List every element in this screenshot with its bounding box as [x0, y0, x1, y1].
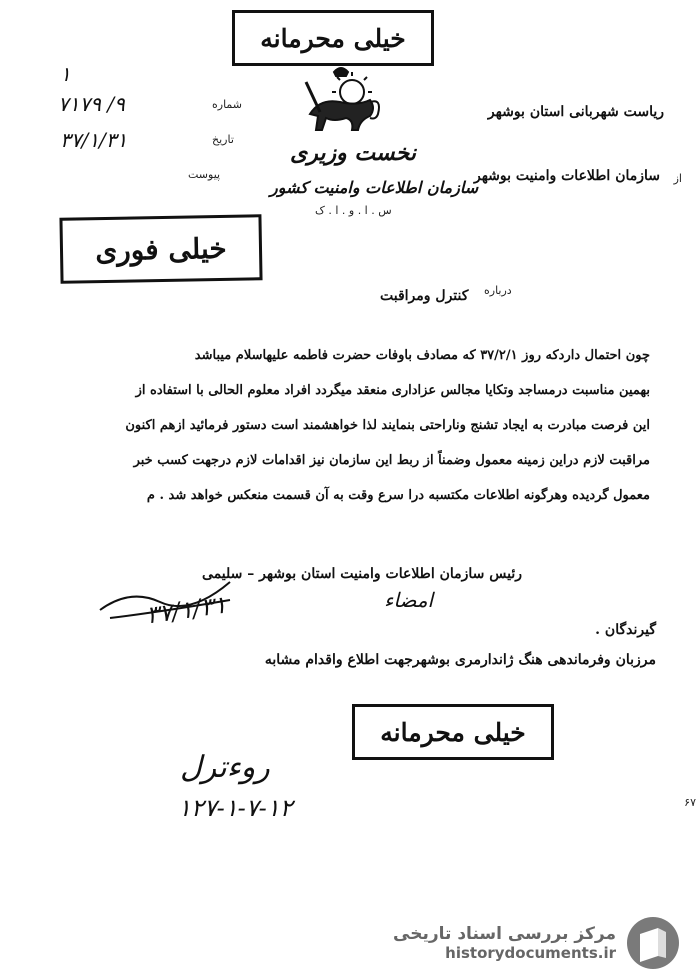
handwritten-note: روءترل: [180, 750, 270, 785]
page-corner-number: ۶۷: [684, 796, 696, 809]
subject-label: درباره: [484, 284, 512, 297]
margin-mark: ۱: [60, 62, 71, 86]
sender-title: سازمان اطلاعات وامنیت بوشهر: [474, 168, 660, 184]
recipients-heading: گیرندگان .: [595, 622, 656, 638]
handwritten-number: ۱۲۷-۱-۷-۱۲: [178, 794, 293, 822]
body-line: این فرصت مبادرت به ایجاد تشنج وناراحتی بنمایند لذا خواهشمند است دستور فرمائید ازهم اکنون: [125, 418, 650, 433]
ministry-title: نخست وزیری: [290, 140, 416, 166]
signature-scribble: امضاء: [384, 588, 434, 612]
letter-date-value: ۳۷/۱/۳۱: [60, 128, 128, 152]
from-label: از: [673, 172, 682, 185]
urgent-stamp: [59, 214, 262, 284]
letter-number-value: ۹/ ۷۱۷۹: [58, 92, 125, 116]
subject-value: کنترل ومراقبت: [380, 288, 469, 304]
watermark-url: historydocuments.ir: [445, 944, 616, 962]
body-line: مراقبت لازم دراین زمینه معمول وضمناً از ربط این سازمان نیز اقدامات لازم درجهت کسب خبر: [133, 453, 650, 468]
recipients-text: مرزبان وفرماندهی هنگ ژاندارمری بوشهرجهت اطلاع واقدام مشابه: [264, 652, 656, 668]
organization-code: س . ا . و . ا . ک: [315, 204, 392, 217]
organization-title: سازمان اطلاعات وامنیت کشور: [270, 178, 479, 197]
attachment-label: پیوست: [188, 168, 221, 181]
body-line: چون احتمال داردکه روز ۳۷/۲/۱ که مصادف باوفات حضرت فاطمه علیهاسلام میباشد: [194, 348, 650, 363]
letter-date-label: تاریخ: [212, 133, 234, 146]
letter-number-label: شماره: [212, 98, 243, 111]
body-line: بهمین مناسبت درمساجد وتکایا مجالس عزاداری منعقد میگردد افراد معلوم الحالی با استفاده از: [135, 383, 650, 398]
signatory-title: رئیس سازمان اطلاعات وامنیت استان بوشهر – سلیمی: [202, 566, 522, 582]
archive-logo-icon: [624, 914, 682, 972]
recipient-title: ریاست شهربانی استان بوشهر: [487, 104, 664, 120]
watermark-title: مرکز بررسی اسناد تاریخی: [393, 924, 616, 944]
bottom-stamp-text: خیلی محرمانه: [380, 717, 526, 747]
lion-and-sun-emblem-icon: [296, 62, 386, 142]
signature-date: ۳۷/۱/۳۱: [144, 590, 229, 630]
body-line: معمول گردیده وهرگونه اطلاعات مکتسبه درا سرع وقت به آن قسمت منعکس خواهد شد . م: [146, 488, 650, 503]
letter-body: [40, 338, 650, 513]
top-confidential-stamp: [232, 10, 434, 66]
archive-watermark: [393, 914, 682, 972]
top-stamp-text: خیلی محرمانه: [260, 23, 406, 53]
urgent-stamp-text: خیلی فوری: [95, 231, 227, 267]
bottom-confidential-stamp: [352, 704, 554, 760]
